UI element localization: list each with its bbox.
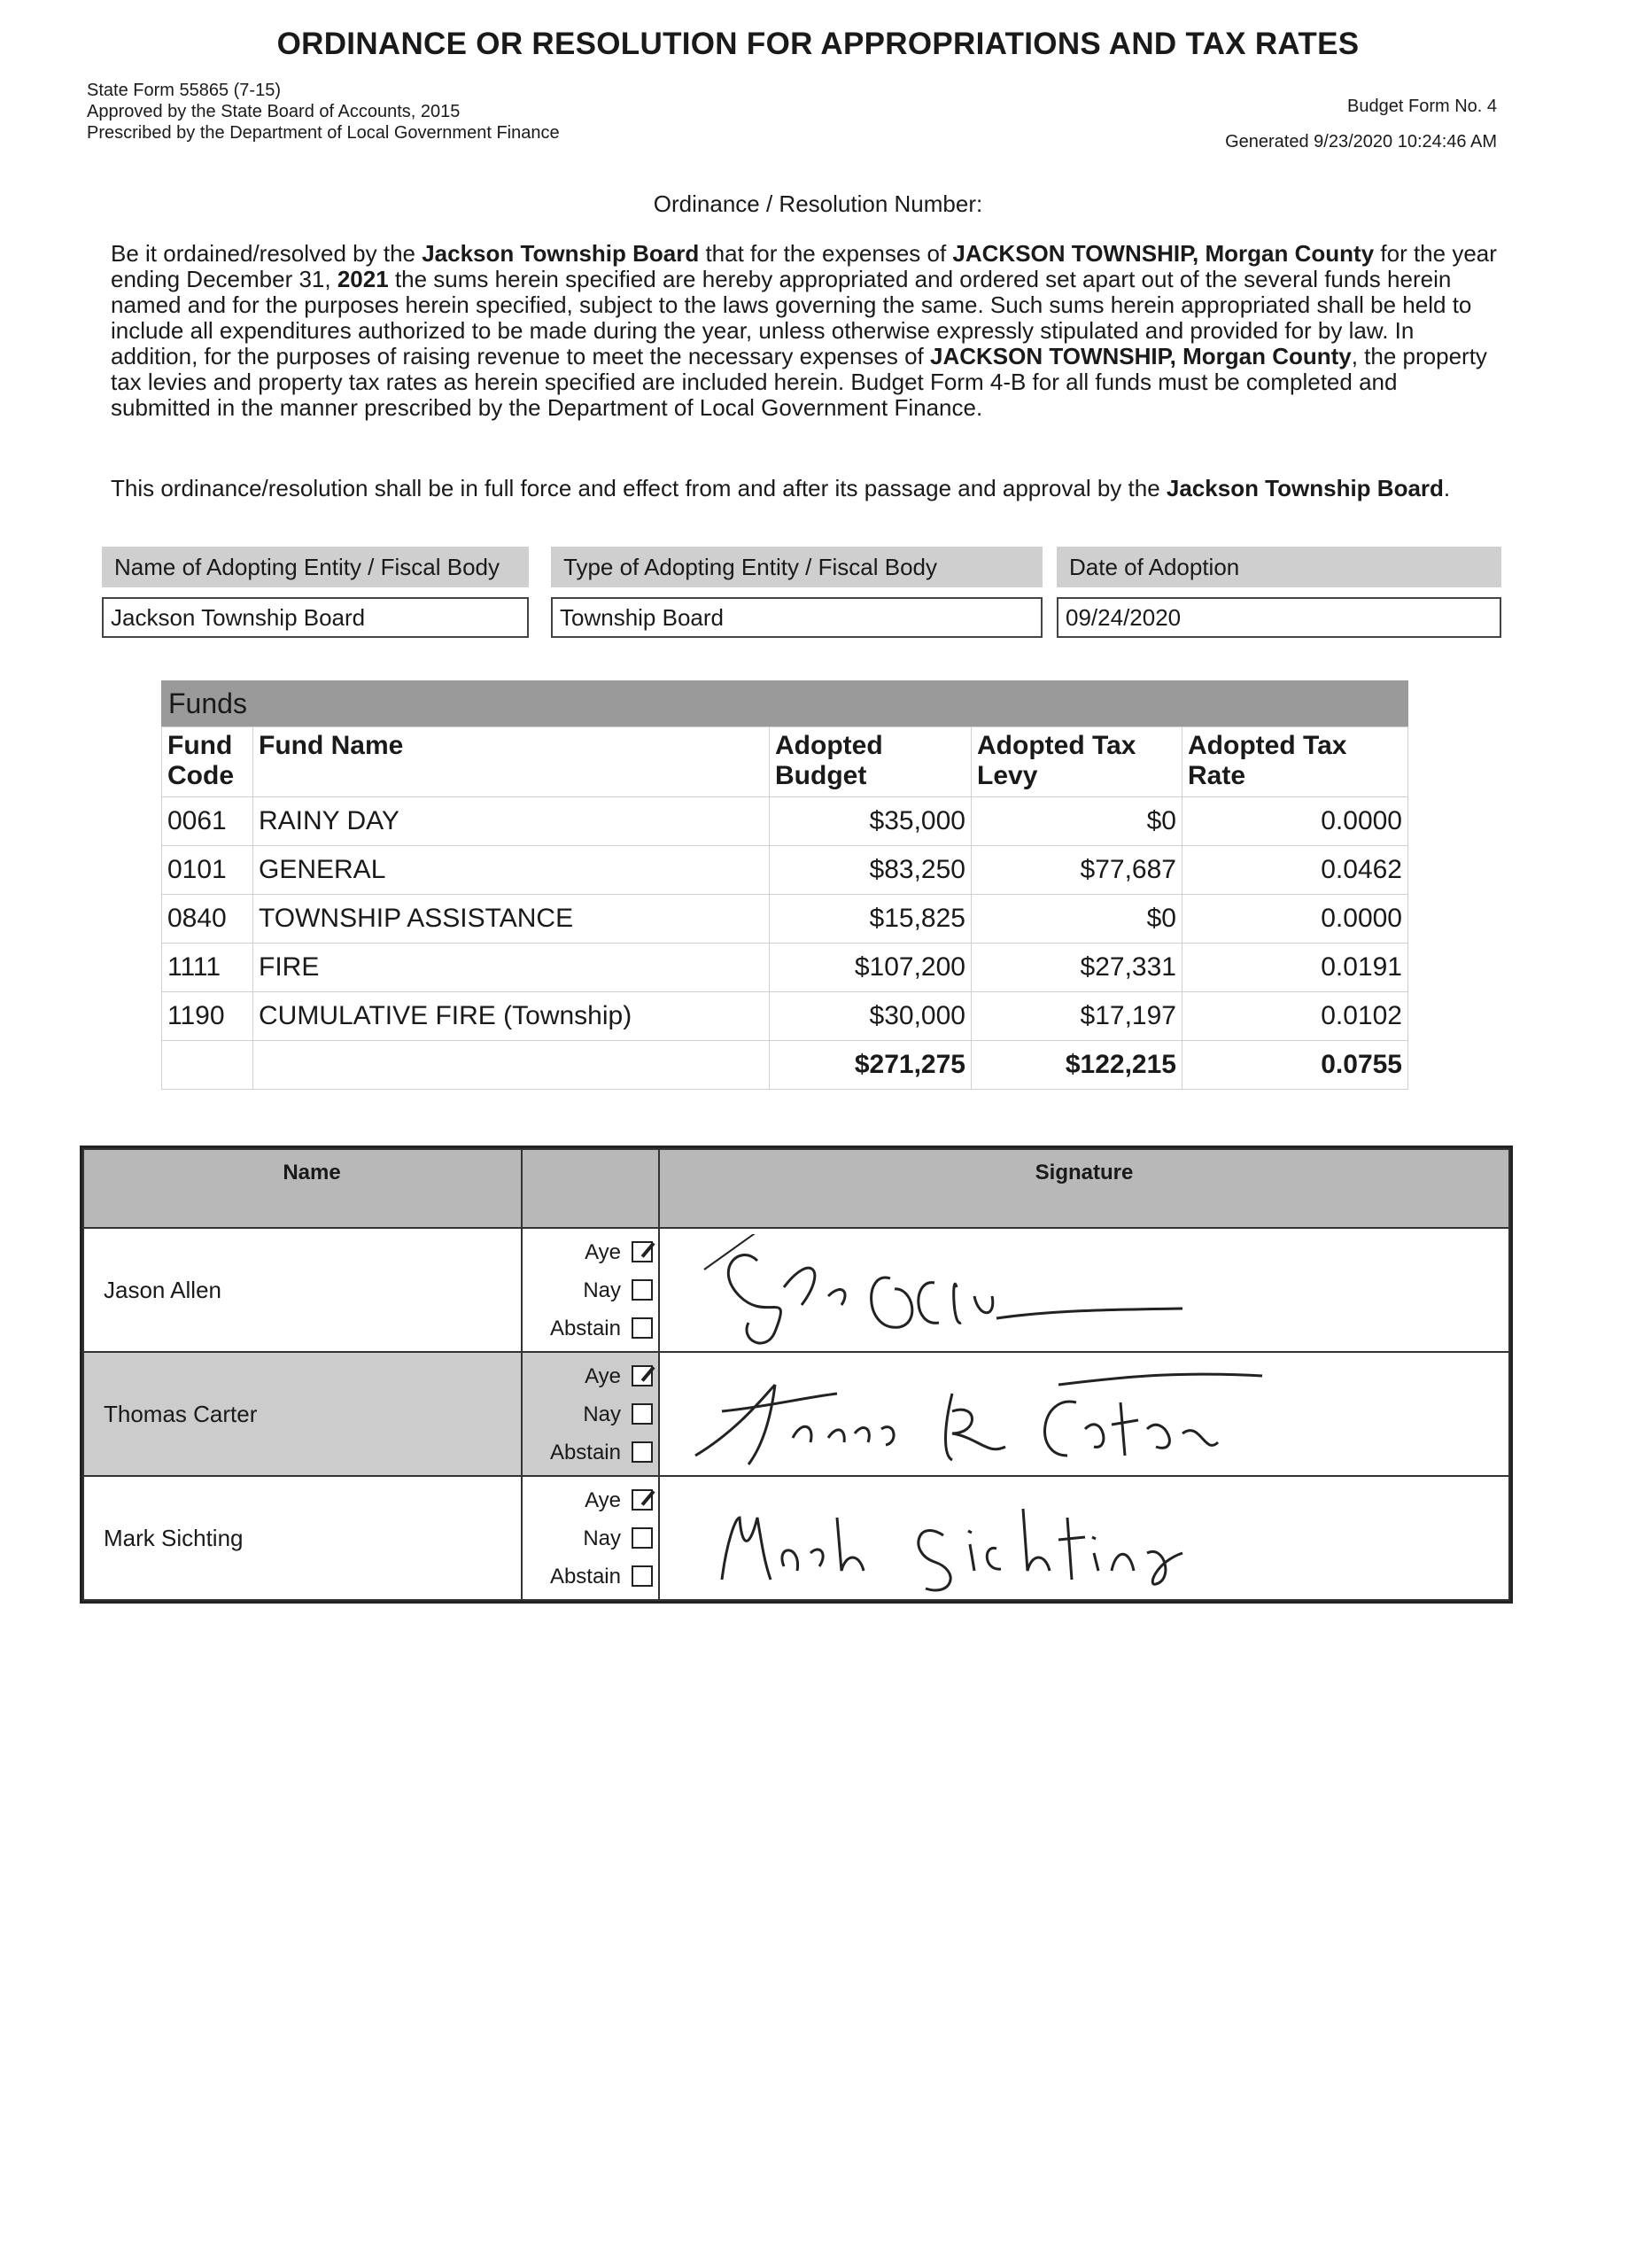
vote-row-jason-allen: [83, 1228, 1509, 1352]
text-run: that for the expenses of: [699, 240, 953, 267]
funds-header: Funds: [161, 680, 1408, 726]
adopted-budget: $30,000: [770, 992, 972, 1041]
totals-row: [162, 1041, 1408, 1090]
table-row: [162, 992, 1408, 1041]
table-row: [162, 944, 1408, 992]
entity-type-label: Type of Adopting Entity / Fiscal Body: [551, 547, 1043, 587]
nay-option[interactable]: [523, 1395, 653, 1433]
nay-option[interactable]: [523, 1271, 653, 1309]
state-form-number: State Form 55865 (7-15): [87, 81, 281, 100]
name-header: Name: [83, 1149, 522, 1228]
adopted-rate: 0.0000: [1182, 797, 1408, 846]
signature-thomas-carter: [686, 1358, 1306, 1482]
adopted-rate: 0.0000: [1182, 895, 1408, 944]
funds-table: [161, 680, 1408, 1090]
vote-header-row: [83, 1149, 1509, 1228]
aye-checkbox[interactable]: [632, 1365, 653, 1386]
member-name: Thomas Carter: [83, 1352, 522, 1476]
fund-name: RAINY DAY: [253, 797, 770, 846]
date-of-adoption-label: Date of Adoption: [1057, 547, 1501, 587]
col-adopted-rate: Adopted Tax Rate: [1182, 727, 1408, 797]
options-header: [522, 1149, 659, 1228]
nay-label: Nay: [583, 1278, 621, 1302]
text-run: .: [1443, 475, 1451, 501]
table-row: [162, 895, 1408, 944]
vote-row-thomas-carter: [83, 1352, 1509, 1476]
signature-jason-allen: [686, 1234, 1218, 1358]
signature-cell[interactable]: [659, 1228, 1509, 1352]
nay-checkbox[interactable]: [632, 1279, 653, 1301]
col-fund-code: Fund Code: [162, 727, 253, 797]
nay-label: Nay: [583, 1526, 621, 1550]
adopted-rate: 0.0462: [1182, 846, 1408, 895]
nay-checkbox[interactable]: [632, 1403, 653, 1425]
adopted-budget: $35,000: [770, 797, 972, 846]
member-name: Mark Sichting: [83, 1476, 522, 1600]
aye-option[interactable]: [523, 1233, 653, 1271]
total-rate: 0.0755: [1182, 1041, 1408, 1090]
abstain-option[interactable]: [523, 1557, 653, 1596]
ordinance-paragraph: [111, 241, 1497, 421]
budget-form-number: Budget Form No. 4: [1347, 97, 1497, 116]
aye-checkbox[interactable]: [632, 1489, 653, 1511]
adopted-rate: 0.0102: [1182, 992, 1408, 1041]
table-row: [162, 846, 1408, 895]
prescribed-by: Prescribed by the Department of Local Government Finance: [87, 123, 560, 143]
signature-header: Signature: [659, 1149, 1509, 1228]
form-title: ORDINANCE OR RESOLUTION FOR APPROPRIATIONS AND TAX RATES: [276, 27, 1360, 61]
adopted-levy: $0: [972, 895, 1182, 944]
abstain-checkbox[interactable]: [632, 1565, 653, 1587]
fund-name: FIRE: [253, 944, 770, 992]
effect-paragraph: [111, 476, 1497, 501]
abstain-option[interactable]: [523, 1433, 653, 1472]
text-run: the sums herein specified are hereby appropriated and ordered set apart out of the several funds herein named and for the purposes herein specified, subject to the laws governing the same. Such sums herein appropriated shall be held to include all expenditures authorized to be made during the year, unless otherwise expressly stipulated and provided for by law. In addition, for the purposes of raising revenue to meet the necessary expenses of: [111, 266, 1472, 369]
vote-row-mark-sichting: [83, 1476, 1509, 1600]
empty-cell: [162, 1041, 253, 1090]
abstain-label: Abstain: [549, 1564, 621, 1588]
col-adopted-budget: Adopted Budget: [770, 727, 972, 797]
fund-name: CUMULATIVE FIRE (Township): [253, 992, 770, 1041]
adopted-rate: 0.0191: [1182, 944, 1408, 992]
fund-code: 0101: [162, 846, 253, 895]
nay-checkbox[interactable]: [632, 1527, 653, 1549]
adopted-budget: $15,825: [770, 895, 972, 944]
member-name: Jason Allen: [83, 1228, 522, 1352]
total-levy: $122,215: [972, 1041, 1182, 1090]
abstain-option[interactable]: [523, 1309, 653, 1348]
entity-type-field[interactable]: Township Board: [551, 597, 1043, 638]
empty-cell: [253, 1041, 770, 1090]
text-run: Be it ordained/resolved by the: [111, 240, 423, 267]
total-budget: $271,275: [770, 1041, 972, 1090]
signature-cell[interactable]: [659, 1352, 1509, 1476]
form-meta-left: [87, 80, 560, 144]
adopted-levy: $77,687: [972, 846, 1182, 895]
form-meta-right: [1225, 89, 1497, 159]
bold-run: Jackson Township Board: [1166, 475, 1444, 501]
aye-label: Aye: [585, 1363, 621, 1388]
abstain-checkbox[interactable]: [632, 1317, 653, 1339]
text-run: This ordinance/resolution shall be in full force and effect from and after its passage and approval by the: [111, 475, 1167, 501]
ordinance-number-label: Ordinance / Resolution Number:: [653, 190, 983, 217]
vote-table: [80, 1146, 1513, 1604]
fund-code: 1111: [162, 944, 253, 992]
entity-name-label: Name of Adopting Entity / Fiscal Body: [102, 547, 529, 587]
bold-run: JACKSON TOWNSHIP, Morgan County: [952, 240, 1375, 267]
signature-mark-sichting: [686, 1482, 1218, 1597]
vote-grid: [82, 1148, 1510, 1601]
aye-checkbox[interactable]: [632, 1241, 653, 1262]
vote-options: [522, 1352, 659, 1476]
adopted-levy: $0: [972, 797, 1182, 846]
fund-code: 1190: [162, 992, 253, 1041]
entity-name-field[interactable]: Jackson Township Board: [102, 597, 529, 638]
adopted-budget: $107,200: [770, 944, 972, 992]
aye-label: Aye: [585, 1239, 621, 1264]
bold-run: 2021: [337, 266, 389, 292]
text-run: , the property tax levies and property tax rates as herein specified are included herein. Budget Form 4-B for all funds must be completed and submitted in the manner prescribed by the Department of Local Government Finance.: [111, 343, 1487, 421]
fund-code: 0061: [162, 797, 253, 846]
text-run: for the year ending December 31,: [111, 240, 1497, 292]
signature-cell[interactable]: [659, 1476, 1509, 1600]
abstain-checkbox[interactable]: [632, 1441, 653, 1463]
aye-label: Aye: [585, 1487, 621, 1512]
fund-name: TOWNSHIP ASSISTANCE: [253, 895, 770, 944]
funds-grid: [161, 726, 1408, 1090]
generated-timestamp: Generated 9/23/2020 10:24:46 AM: [1225, 132, 1497, 151]
fund-code: 0840: [162, 895, 253, 944]
adopted-levy: $27,331: [972, 944, 1182, 992]
fund-name: GENERAL: [253, 846, 770, 895]
col-fund-name: Fund Name: [253, 727, 770, 797]
aye-option[interactable]: [523, 1481, 653, 1519]
adopted-levy: $17,197: [972, 992, 1182, 1041]
bold-run: Jackson Township Board: [422, 240, 700, 267]
abstain-label: Abstain: [549, 1316, 621, 1340]
table-row: [162, 797, 1408, 846]
aye-option[interactable]: [523, 1357, 653, 1395]
abstain-label: Abstain: [549, 1440, 621, 1464]
nay-label: Nay: [583, 1402, 621, 1426]
vote-options: [522, 1476, 659, 1600]
bold-run: JACKSON TOWNSHIP, Morgan County: [930, 343, 1352, 369]
nay-option[interactable]: [523, 1519, 653, 1557]
date-of-adoption-field[interactable]: 09/24/2020: [1057, 597, 1501, 638]
approved-by: Approved by the State Board of Accounts, 2015: [87, 102, 461, 121]
funds-column-headers: [162, 727, 1408, 797]
vote-options: [522, 1228, 659, 1352]
col-adopted-levy: Adopted Tax Levy: [972, 727, 1182, 797]
adopted-budget: $83,250: [770, 846, 972, 895]
